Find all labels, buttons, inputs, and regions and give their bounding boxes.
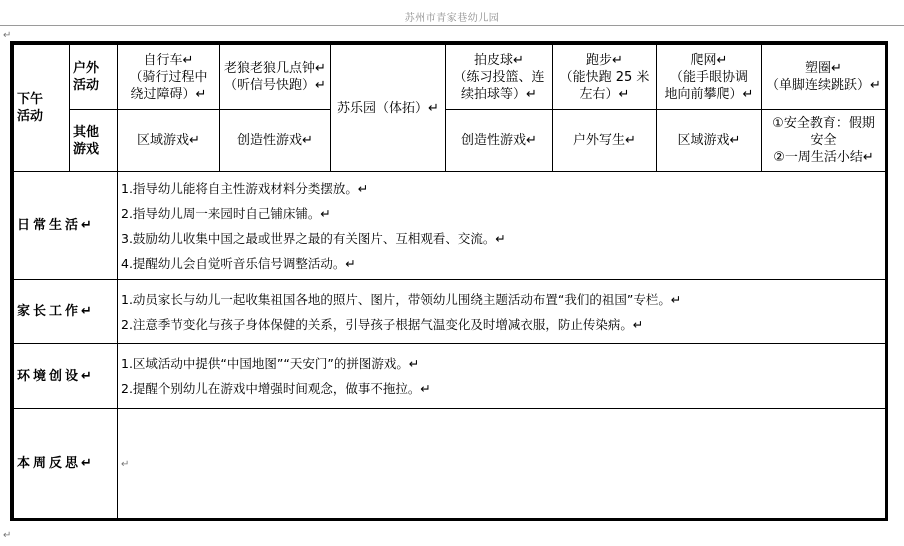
other-game-cell: ①安全教育：假期 安全 ②一周生活小结↵ [762, 110, 886, 172]
page-header-title: 苏州市青家巷幼儿园 [404, 13, 500, 24]
outdoor-activity-cell: 爬网↵ （能手眼协调 地向前攀爬）↵ [657, 45, 762, 110]
daily-life-item: 1.指导幼儿能将自主性游戏材料分类摆放。↵ [121, 180, 369, 196]
environment-content [118, 344, 886, 409]
daily-life-item: 2.指导幼儿周一来园时自己铺床铺。↵ [121, 205, 331, 221]
paragraph-mark-icon: ↵ [3, 530, 12, 541]
weekly-plan-sheet [10, 41, 888, 521]
outdoor-activity-cell: 老狼老狼几点钟↵ （听信号快跑）↵ [220, 45, 331, 110]
parent-work-label: 家长工作↵ [14, 280, 118, 344]
outdoor-activity-cell: 拍皮球↵ （练习投篮、连 续拍球等）↵ [446, 45, 553, 110]
other-game-cell: 户外写生↵ [553, 110, 657, 172]
other-game-cell: 创造性游戏↵ [220, 110, 331, 172]
outdoor-activity-label: 户外 活动 [70, 45, 118, 110]
daily-life-row [14, 172, 886, 280]
daily-life-item: 4.提醒幼儿会自觉听音乐信号调整活动。↵ [121, 255, 356, 271]
reflection-label: 本周反思↵ [14, 409, 118, 519]
afternoon-activity-label: 下午 活动 [14, 45, 70, 172]
environment-row [14, 344, 886, 409]
environment-item: 2.提醒个别幼儿在游戏中增强时间观念，做事不拖拉。↵ [121, 381, 431, 396]
reflection-content[interactable] [118, 409, 886, 519]
reflection-row [14, 409, 886, 519]
outdoor-activity-cell: 跑步↵ （能快跑 25 米 左右）↵ [553, 45, 657, 110]
parent-work-row [14, 280, 886, 344]
outdoor-activity-cell: 自行车↵ （骑行过程中 绕过障碍）↵ [118, 45, 220, 110]
outdoor-activity-cell: 苏乐园（体拓）↵ [331, 45, 446, 172]
other-games-label: 其他 游戏 [70, 110, 118, 172]
other-games-row [14, 110, 886, 172]
paragraph-mark-icon: ↵ [121, 458, 130, 470]
outdoor-activity-row [14, 45, 886, 110]
environment-label: 环境创设↵ [14, 344, 118, 409]
parent-work-item: 1.动员家长与幼儿一起收集祖国各地的照片、图片，带领幼儿围绕主题活动布置“我们的祖国”专栏。↵ [121, 291, 682, 307]
paragraph-mark-icon: ↵ [3, 30, 12, 41]
daily-life-label: 日常生活↵ [14, 172, 118, 280]
parent-work-item: 2.注意季节变化与孩子身体保健的关系，引导孩子根据气温变化及时增减衣服，防止传染病。↵ [121, 316, 644, 332]
other-game-cell: 区域游戏↵ [118, 110, 220, 172]
page-header [0, 0, 904, 26]
parent-work-content [118, 280, 886, 344]
outdoor-activity-cell: 塑圈↵ （单脚连续跳跃）↵ [762, 45, 886, 110]
environment-item: 1.区域活动中提供“中国地图”“天安门”的拼图游戏。↵ [121, 356, 420, 371]
daily-life-content [118, 172, 886, 280]
weekly-plan-table [13, 44, 886, 519]
other-game-cell: 创造性游戏↵ [446, 110, 553, 172]
daily-life-item: 3.鼓励幼儿收集中国之最或世界之最的有关图片、互相观看、交流。↵ [121, 230, 506, 246]
other-game-cell: 区域游戏↵ [657, 110, 762, 172]
